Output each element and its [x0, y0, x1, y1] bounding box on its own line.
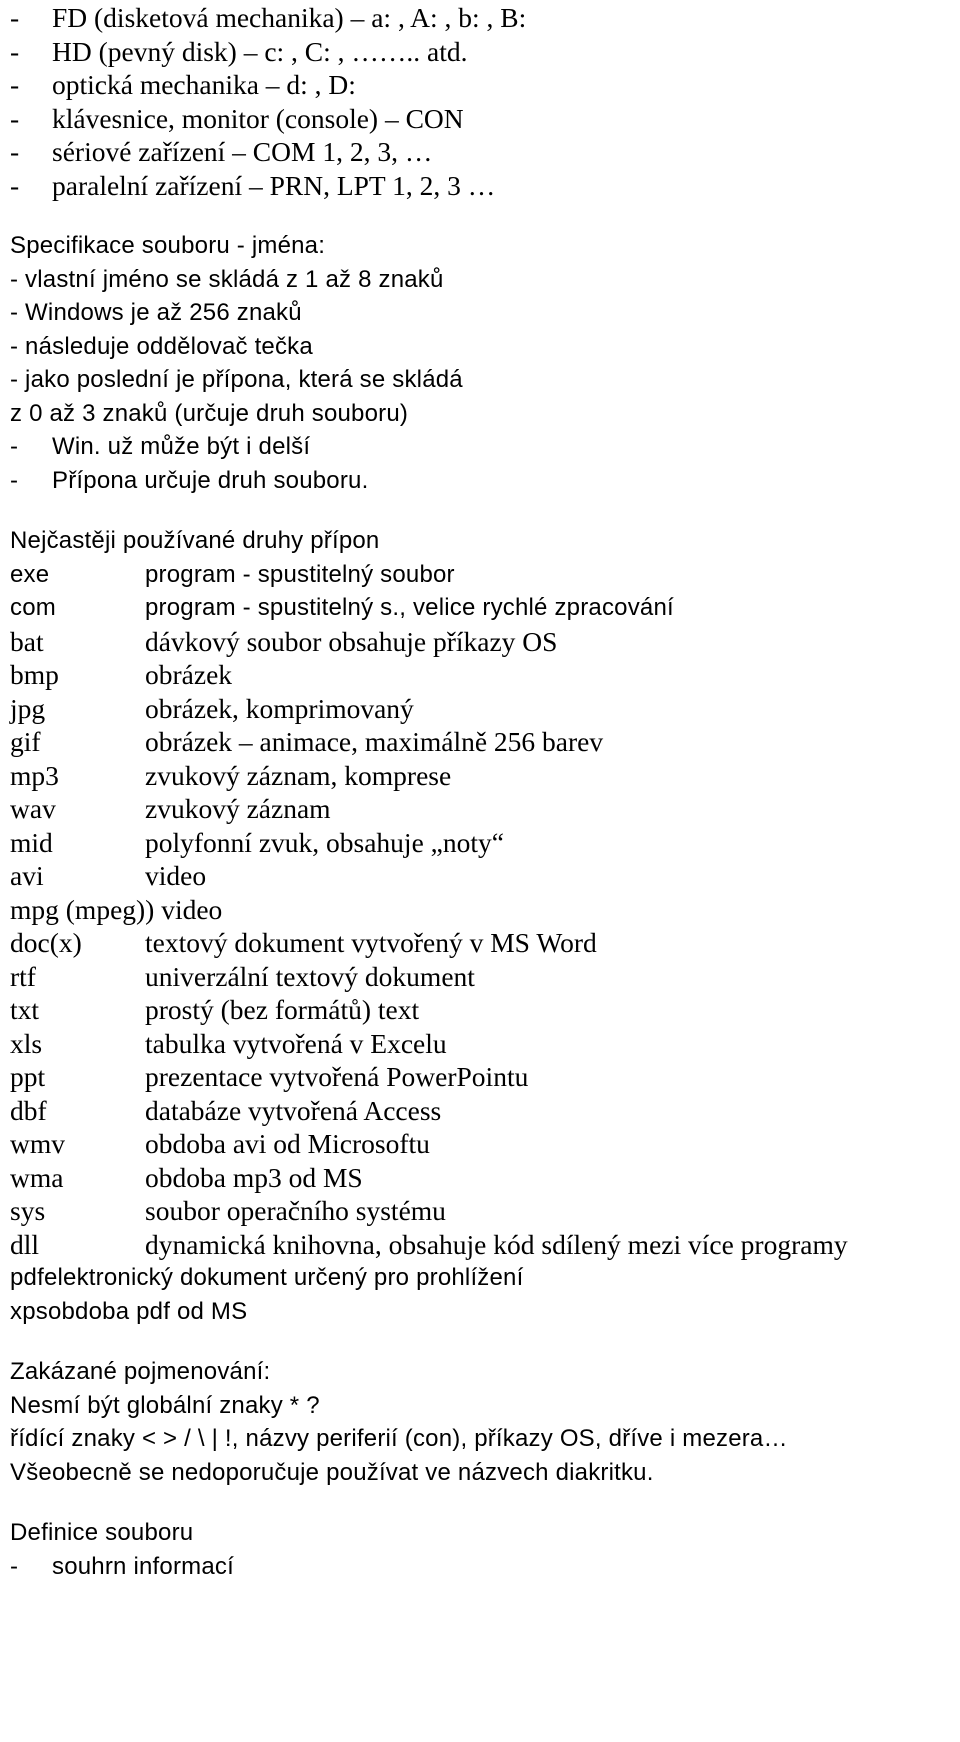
- forbidden-line: Všeobecně se nedoporučuje používat ve názvech diakritku.: [10, 1459, 654, 1486]
- extension-name: dbf: [10, 1095, 47, 1126]
- device-item: - klávesnice, monitor (console) – CON: [10, 103, 464, 134]
- extension-name: doc(x): [10, 927, 82, 958]
- extension-row: [10, 925, 597, 961]
- extension-name: wma: [10, 1162, 64, 1193]
- extension-row: [10, 624, 557, 660]
- extension-row: [10, 1227, 848, 1263]
- extension-desc: zvukový záznam: [145, 793, 331, 824]
- extension-desc: univerzální textový dokument: [145, 961, 475, 992]
- device-item: - FD (disketová mechanika) – a: , A: , b: , B:: [10, 2, 527, 33]
- extension-desc: dynamická knihovna, obsahuje kód sdílený mezi více programy: [145, 1229, 848, 1260]
- extension-name: wmv: [10, 1128, 65, 1159]
- extension-row: [10, 1026, 447, 1062]
- definition-item: - souhrn informací: [10, 1553, 234, 1580]
- extension-desc: obdoba avi od Microsoftu: [145, 1128, 430, 1159]
- extension-row: [10, 1160, 363, 1196]
- extension-row: [10, 959, 475, 995]
- extension-row: [10, 590, 674, 626]
- device-item: - paralelní zařízení – PRN, LPT 1, 2, 3 …: [10, 170, 496, 201]
- extension-name: wav: [10, 793, 56, 824]
- extension-row: [10, 1093, 441, 1129]
- extension-desc: soubor operačního systému: [145, 1195, 446, 1226]
- extension-row: [10, 992, 419, 1028]
- spec-line: - jako poslední je přípona, která se skládá: [10, 366, 463, 393]
- extension-desc: zvukový záznam, komprese: [145, 760, 452, 791]
- spec-heading: Specifikace souboru - jména:: [10, 232, 326, 259]
- device-item: - optická mechanika – d: , D:: [10, 69, 356, 100]
- extension-row: [10, 724, 603, 760]
- forbidden-line: řídící znaky < > / \ | !, názvy periferií (con), příkazy OS, dříve i mezera…: [10, 1425, 788, 1452]
- extension-name: xps: [10, 1298, 48, 1325]
- extensions-heading: Nejčastěji používané druhy přípon: [10, 527, 380, 554]
- extension-row: [10, 1294, 247, 1330]
- extension-desc: obrázek: [145, 659, 233, 690]
- spec-line: - Windows je až 256 znaků: [10, 299, 302, 326]
- spec-line: - vlastní jméno se skládá z 1 až 8 znaků: [10, 266, 444, 293]
- extension-name: gif: [10, 726, 41, 757]
- spec-line: z 0 až 3 znaků (určuje druh souboru): [10, 400, 409, 427]
- extension-desc: program - spustitelný s., velice rychlé zpracování: [145, 594, 674, 621]
- extension-name: bat: [10, 626, 44, 657]
- extension-name: xls: [10, 1028, 43, 1059]
- extension-row: [10, 557, 455, 593]
- extension-name: sys: [10, 1195, 46, 1226]
- extension-name: dll: [10, 1229, 40, 1260]
- extension-row: [10, 791, 331, 827]
- spec-dash-item: - Přípona určuje druh souboru.: [10, 467, 369, 494]
- extension-desc: video: [145, 860, 207, 891]
- extension-row: [10, 691, 414, 727]
- definition-heading: Definice souboru: [10, 1519, 194, 1546]
- extension-desc: obrázek, komprimovaný: [145, 693, 414, 724]
- extension-row: [10, 1260, 523, 1296]
- extension-row: [10, 825, 504, 861]
- extension-desc: obdoba pdf od MS: [47, 1298, 248, 1325]
- extension-row: [10, 1126, 430, 1162]
- extension-name: txt: [10, 994, 40, 1025]
- extension-name: exe: [10, 561, 50, 588]
- spec-dash-item: - Win. už může být i delší: [10, 433, 311, 460]
- extension-name: mid: [10, 827, 53, 858]
- extension-desc: obdoba mp3 od MS: [145, 1162, 363, 1193]
- extension-name: pdf: [10, 1264, 44, 1291]
- forbidden-heading: Zakázané pojmenování:: [10, 1358, 271, 1385]
- extension-name: avi: [10, 860, 44, 891]
- extension-desc: polyfonní zvuk, obsahuje „noty“: [145, 827, 504, 858]
- device-item: - HD (pevný disk) – c: , C: , …….. atd.: [10, 36, 468, 67]
- extension-name: rtf: [10, 961, 36, 992]
- extension-row: [10, 758, 451, 794]
- extension-name: ppt: [10, 1061, 46, 1092]
- extension-desc: databáze vytvořená Access: [145, 1095, 442, 1126]
- extension-row: [10, 657, 232, 693]
- extension-desc: dávkový soubor obsahuje příkazy OS: [145, 626, 558, 657]
- extension-desc: tabulka vytvořená v Excelu: [145, 1028, 447, 1059]
- extension-desc: prostý (bez formátů) text: [145, 994, 420, 1025]
- forbidden-line: Nesmí být globální znaky * ?: [10, 1392, 320, 1419]
- extension-row-mpg: mpg (mpeg)) video: [10, 894, 223, 925]
- extension-row: [10, 1059, 528, 1095]
- extension-name: com: [10, 594, 56, 621]
- extension-row: [10, 1193, 446, 1229]
- extension-name: bmp: [10, 659, 59, 690]
- extension-desc: program - spustitelný soubor: [145, 561, 455, 588]
- spec-line: - následuje oddělovač tečka: [10, 333, 313, 360]
- extension-name: mp3: [10, 760, 59, 791]
- extension-desc: textový dokument vytvořený v MS Word: [145, 927, 597, 958]
- extension-name: jpg: [10, 693, 46, 724]
- extension-desc: elektronický dokument určený pro prohlížení: [43, 1264, 524, 1291]
- extension-desc: prezentace vytvořená PowerPointu: [145, 1061, 529, 1092]
- extension-row: [10, 858, 206, 894]
- extension-desc: obrázek – animace, maximálně 256 barev: [145, 726, 604, 757]
- device-item: - sériové zařízení – COM 1, 2, 3, …: [10, 136, 433, 167]
